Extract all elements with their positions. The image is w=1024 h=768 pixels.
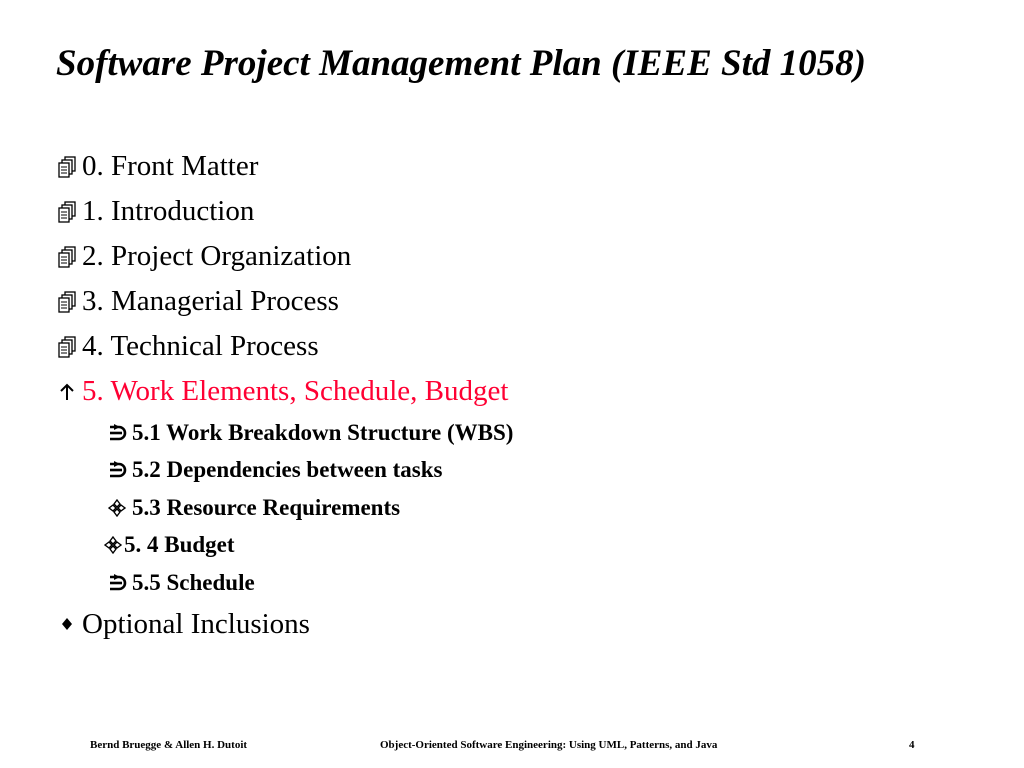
- documents-icon: [52, 246, 82, 268]
- list-item-introduction: [52, 189, 992, 234]
- list-item-label: 3. Managerial Process: [82, 285, 339, 317]
- list-item-technical-process: [52, 324, 992, 369]
- four-diamonds-icon: [102, 499, 132, 517]
- footer-page-number: 4: [909, 739, 915, 751]
- footer-book-title: Object-Oriented Software Engineering: Using UML, Patterns, and Java: [380, 739, 718, 751]
- documents-icon: [52, 336, 82, 358]
- sublist-item-wbs: [52, 414, 992, 452]
- documents-icon: [52, 201, 82, 223]
- documents-icon: [52, 291, 82, 313]
- documents-icon: [52, 156, 82, 178]
- up-arrow-icon: [52, 382, 82, 402]
- bullet-list: [52, 144, 992, 647]
- list-item-label: 4. Technical Process: [82, 330, 319, 362]
- list-item-label: 0. Front Matter: [82, 150, 259, 182]
- sublist-item-label: 5.3 Resource Requirements: [132, 494, 401, 520]
- sublist-item-resources: [52, 489, 992, 527]
- footer-authors: Bernd Bruegge & Allen H. Dutoit: [90, 739, 248, 751]
- arrow-right-icon: [102, 574, 132, 592]
- list-item-label: 2. Project Organization: [82, 240, 352, 272]
- sublist-item-dependencies: [52, 452, 992, 490]
- sublist-item-label: 5.2 Dependencies between tasks: [132, 457, 443, 483]
- list-item-front-matter: [52, 144, 992, 189]
- list-item-project-organization: [52, 234, 992, 279]
- sublist-item-schedule: [52, 564, 992, 602]
- list-item-label: Optional Inclusions: [82, 607, 310, 640]
- list-item-label-highlighted: 5. Work Elements, Schedule, Budget: [82, 375, 509, 407]
- list-item-work-elements: [52, 369, 992, 414]
- arrow-right-icon: [102, 461, 132, 479]
- diamond-icon: [52, 616, 82, 632]
- sublist-item-budget: [52, 527, 992, 565]
- list-item-label: 1. Introduction: [82, 195, 255, 227]
- sublist-item-label: 5.5 Schedule: [132, 569, 255, 595]
- list-item-optional-inclusions: [52, 602, 992, 647]
- list-item-managerial-process: [52, 279, 992, 324]
- sublist-item-label: 5.1 Work Breakdown Structure (WBS): [132, 419, 514, 445]
- sublist-item-label: 5. 4 Budget: [124, 532, 235, 558]
- four-diamonds-icon: [102, 536, 124, 554]
- arrow-right-icon: [102, 424, 132, 442]
- slide-title: Software Project Management Plan (IEEE Std 1058): [56, 43, 866, 84]
